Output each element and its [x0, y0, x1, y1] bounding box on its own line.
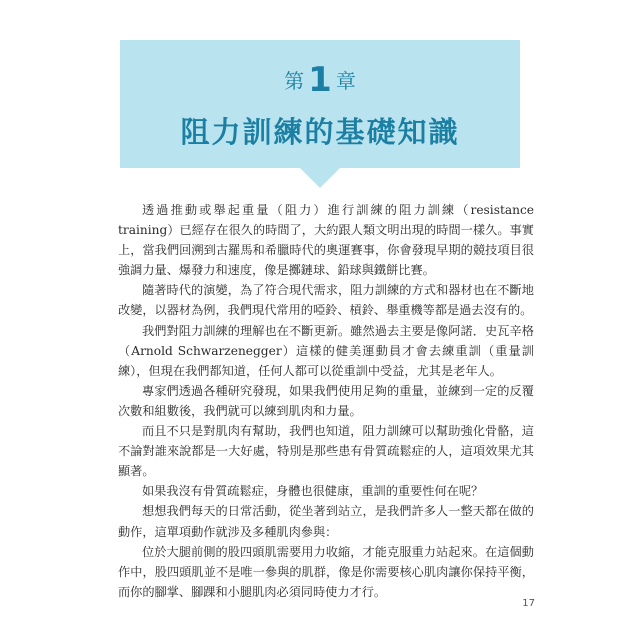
paragraph: 位於大腿前側的股四頭肌需要用力收縮，才能克服重力站起來。在這個動作中，股四頭肌並不是唯一參與的肌群，像是你需要核心肌肉讓你保持平衡，而你的腳掌、腳踝和小腿肌肉必須同時使力才行。: [118, 544, 534, 599]
paragraph: 我們對阻力訓練的理解也在不斷更新。雖然過去主要是像阿諾．史瓦辛格（Arnold Schwarzenegger）這樣的健美運動員才會去練重訓（重量訓練），但現在我們都知道，任何人都可以從重訓中受益，尤其是老年人。: [118, 323, 534, 378]
chapter-label: [120, 62, 520, 99]
chapter-banner-pointer: [300, 168, 340, 188]
paragraph: 想想我們每天的日常活動，從坐著到站立，是我們許多人一整天都在做的動作，這單項動作就涉及多種肌肉參與：: [118, 504, 534, 539]
paragraph: 透過推動或舉起重量（阻力）進行訓練的阻力訓練（resistance training）已經存在很久的時間了，大約跟人類文明出現的時間一樣久。事實上，當我們回溯到古羅馬和希臘時代的奧運賽事，你會發現早期的競技項目很強調力量、爆發力和速度，像是擲鏈球、鉛球與鐵餅比賽。: [118, 203, 534, 278]
chapter-prefix: 第: [284, 69, 305, 93]
body-text: [118, 200, 534, 602]
paragraph: 如果我沒有骨質疏鬆症，身體也很健康，重訓的重要性何在呢？: [142, 484, 484, 499]
paragraph: 而且不只是對肌肉有幫助，我們也知道，阻力訓練可以幫助強化骨骼，這不論對誰來說都是一大好處，特別是那些患有骨質疏鬆症的人，這項效果尤其顯著。: [118, 424, 534, 479]
chapter-number: 1: [308, 60, 332, 100]
paragraph: 專家們透過各種研究發現，如果我們使用足夠的重量，並練到一定的反覆次數和組數後，我們就可以練到肌肉和力量。: [118, 383, 534, 418]
page-number: 17: [522, 598, 535, 609]
chapter-suffix: 章: [335, 69, 356, 93]
chapter-title: 阻力訓練的基礎知識: [180, 115, 460, 149]
paragraph: 隨著時代的演變，為了符合現代需求，阻力訓練的方式和器材也在不斷地改變，以器材為例，我們現代常用的啞鈴、槓鈴、舉重機等都是過去沒有的。: [118, 283, 534, 318]
